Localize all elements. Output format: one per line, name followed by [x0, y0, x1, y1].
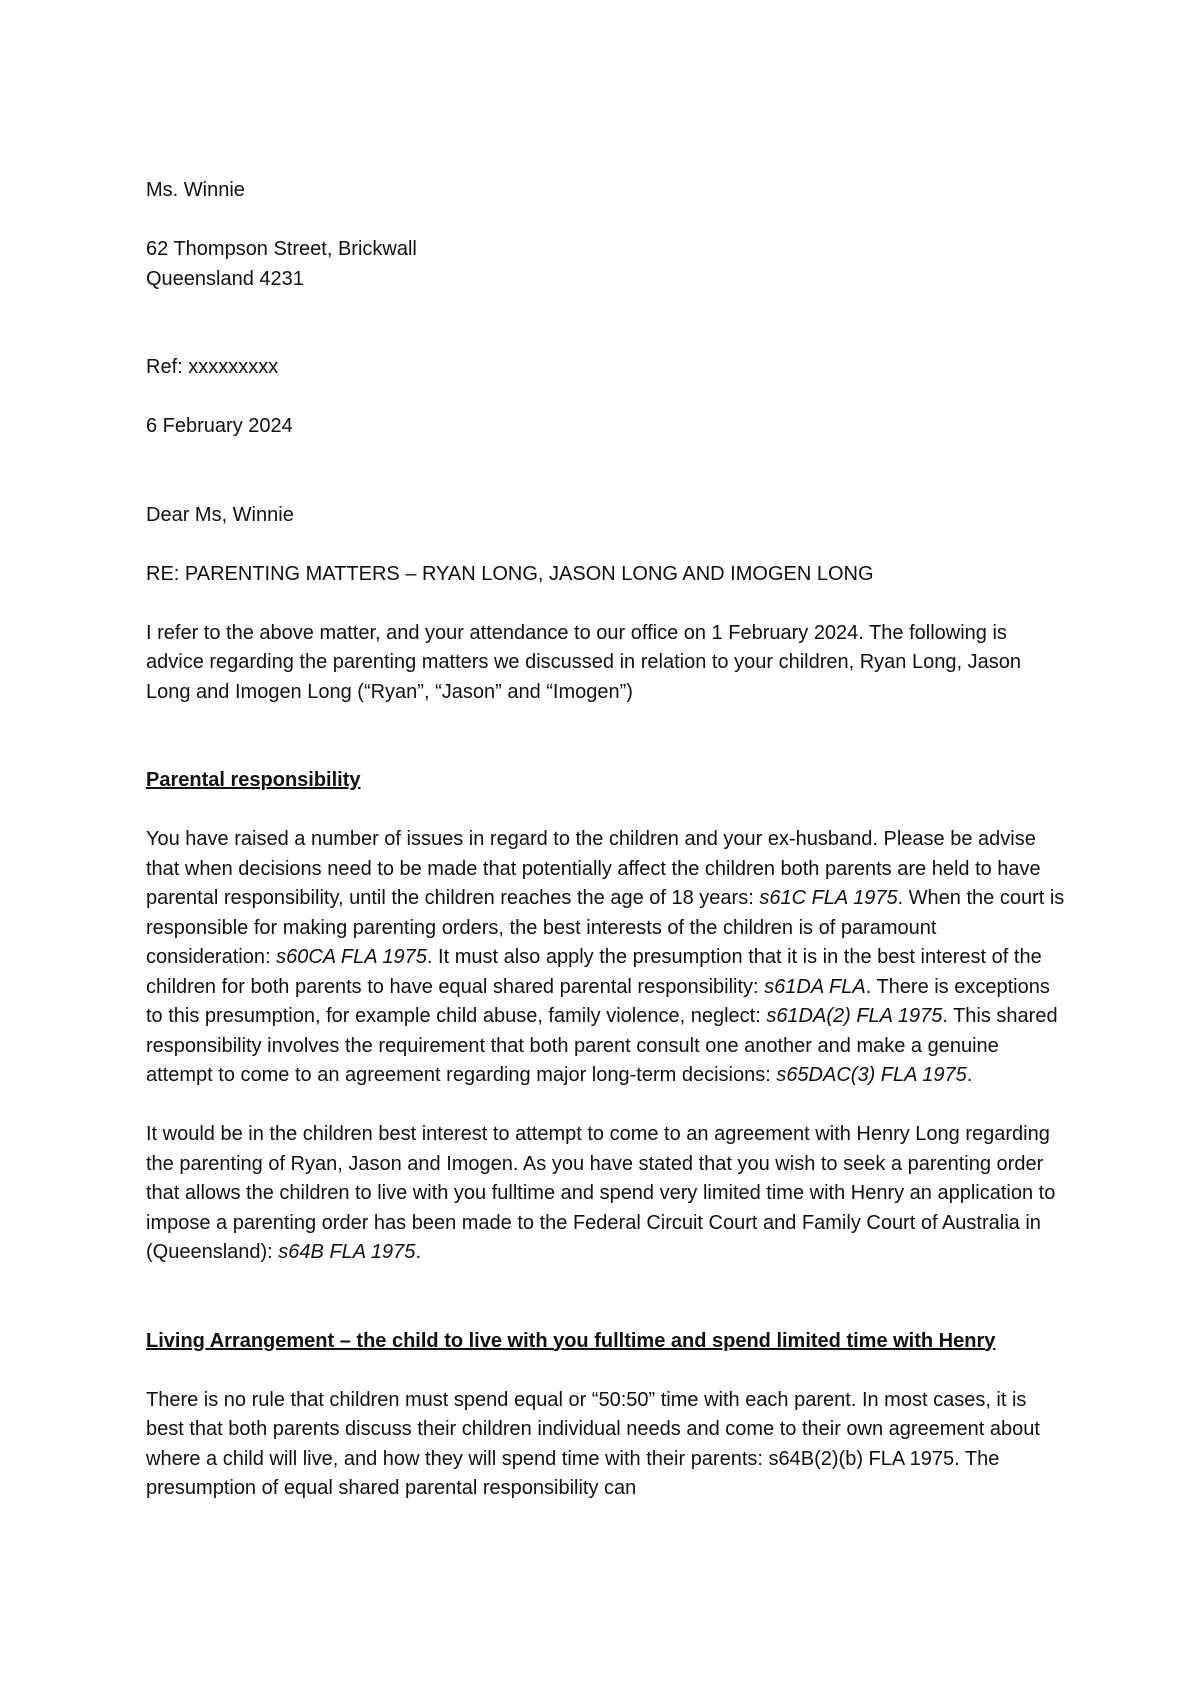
address-line-1: 62 Thompson Street, Brickwall: [146, 238, 417, 260]
citation: s64B FLA 1975: [278, 1241, 416, 1263]
recipient-name: Ms. Winnie: [146, 179, 245, 201]
address-line-2: Queensland 4231: [146, 267, 304, 290]
text-segment: .: [415, 1241, 421, 1263]
citation: s60CA FLA 1975: [276, 946, 427, 968]
citation: s61DA FLA: [764, 975, 866, 998]
reference-number: Ref: xxxxxxxxx: [146, 356, 279, 378]
citation: s65DAC(3) FLA 1975: [776, 1064, 967, 1086]
parental-responsibility-paragraph-2: [146, 1120, 1066, 1268]
text-segment: .: [966, 1064, 973, 1086]
letter-date: 6 February 2024: [146, 415, 293, 437]
text-segment: You have raised a number of issues in regard to the children and your ex-husband. Please be advise that when decisions need to be made that potentially affect the children both parents are held to have parental responsibility, until the children reaches the age of 18 years:: [146, 828, 1041, 909]
living-arrangement-paragraph-1: There is no rule that children must spend equal or “50:50” time with each parent. In most cases, it is best that both parents discuss their children individual needs and come to their own agreement about where a child will live, and how they will spend time with their parents: s64B(2)(b) FLA 1975. The presumption of equal shared parental responsibility can: [146, 1388, 1040, 1499]
heading-living-arrangement: Living Arrangement – the child to live with you fulltime and spend limited time with Henry: [146, 1329, 996, 1352]
salutation: Dear Ms, Winnie: [146, 503, 294, 526]
parental-responsibility-paragraph-1: [146, 825, 1066, 1091]
citation: s61C FLA 1975: [759, 887, 898, 909]
intro-paragraph: I refer to the above matter, and your attendance to our office on 1 February 2024. The following is advice regarding the parenting matters we discussed in relation to your children, Ryan Long, Jason Long and Imogen Long (“Ryan”, “Jason” and “Imogen”): [146, 621, 1021, 703]
text-segment: . It must also apply the presumption that it is in the best interest of the children for both parents to have equal shared parental responsibility:: [146, 946, 1042, 998]
text-segment: . When the court is responsible for making parenting orders, the best interests of the children is of paramount consideration:: [146, 887, 1065, 968]
text-segment: . This shared responsibility involves the requirement that both parent consult one another and make a genuine attempt to come to an agreement regarding major long-term decisions:: [146, 1005, 1058, 1086]
text-segment: It would be in the children best interest to attempt to come to an agreement with Henry Long regarding the parenting of Ryan, Jason and Imogen. As you have stated that you wish to seek a parenting order that allows the children to live with you fulltime and spend very limited time with Henry an application to impose a parenting order has been made to the Federal Circuit Court and Family Court of Australia in (Queensland):: [146, 1123, 1056, 1263]
letter-page: [146, 176, 1066, 1504]
citation: s61DA(2) FLA 1975: [766, 1005, 943, 1027]
subject-line: RE: PARENTING MATTERS – RYAN LONG, JASON LONG AND IMOGEN LONG: [146, 562, 874, 585]
text-segment: . There is exceptions to this presumption, for example child abuse, family violence, neglect:: [146, 975, 1050, 1027]
heading-parental-responsibility: Parental responsibility: [146, 769, 361, 791]
address-block: [146, 235, 1066, 294]
